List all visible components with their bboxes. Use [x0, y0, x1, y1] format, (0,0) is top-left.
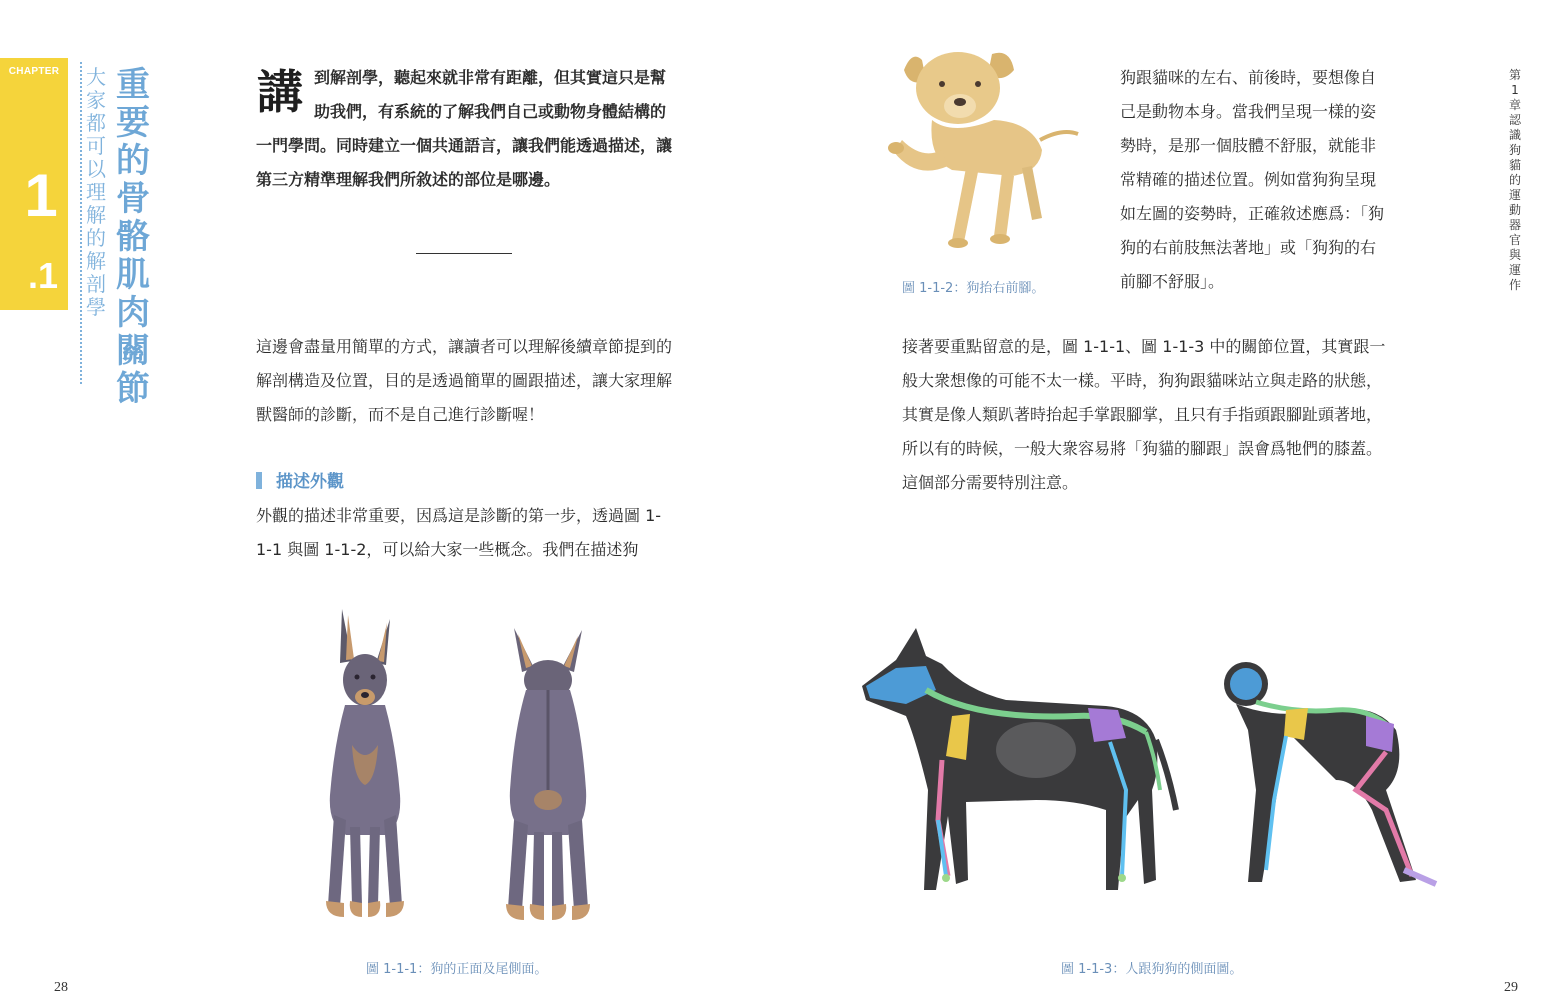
intro-paragraph: 這邊會盡量用簡單的方式，讓讀者可以理解後續章節提到的解剖構造及位置，目的是透過簡單的圖跟描述，讓大家理解獸醫師的診斷，而不是自己進行診斷喔！	[256, 337, 673, 424]
figure-caption-3: 圖 1-1-3：人跟狗狗的側面圖。	[1061, 962, 1243, 977]
section-heading-text: 描述外觀	[276, 472, 344, 492]
page-number-right: 29	[1504, 980, 1518, 995]
chapter-label: CHAPTER	[8, 66, 60, 77]
section-heading	[256, 468, 344, 496]
drop-cap: 講	[257, 65, 303, 119]
heading-marker-icon	[256, 472, 262, 489]
running-head: 第1章 認識狗貓的運動器官與運作	[1508, 68, 1521, 292]
doberman-back-illustration	[478, 620, 618, 925]
joint-paragraph: 接著要重點留意的是，圖 1-1-1、圖 1-1-3 中的關節位置，其實跟一般大衆想像的可能不太一樣。平時，狗狗跟貓咪站立與走路的狀態，其實是像人類趴著時抬起手掌跟腳掌，且只有手指頭跟腳趾頭著地，所以有的時候，一般大衆容易將「狗貓的腳跟」誤會爲牠們的膝蓋。這個部分需要特別注意。	[902, 337, 1386, 492]
chapter-section-number: .1	[28, 255, 59, 296]
page-number-left: 28	[54, 980, 68, 995]
dog-lifting-paw-illustration	[882, 40, 1082, 254]
lead-text: 到解剖學，聽起來就非常有距離，但其實這只是幫助我們，有系統的了解我們自己或動物身體結構的一門學問。同時建立一個共通語言，讓我們能透過描述，讓第三方精準理解我們所敘述的部位是哪邊。	[256, 68, 673, 189]
posture-paragraph: 狗跟貓咪的左右、前後時，要想像自己是動物本身。當我們呈現一樣的姿勢時，是那一個肢體不舒服，就能非常精確的描述位置。例如當狗狗呈現如左圖的姿勢時，正確敘述應爲：「狗狗的右前肢無法著地」或「狗狗的右前腳不舒服」。	[1120, 68, 1385, 291]
figure-caption-1: 圖 1-1-1：狗的正面及尾側面。	[366, 962, 548, 977]
figure-caption-2: 圖 1-1-2：狗抬右前腳。	[902, 281, 1045, 296]
chapter-title: 重要的骨骼肌肉關節	[116, 65, 150, 409]
dog-human-skeleton-illustration	[856, 620, 1456, 905]
title-divider	[80, 62, 82, 384]
section-divider	[416, 253, 512, 254]
chapter-subtitle: 大家都可以理解的解剖學	[86, 65, 106, 319]
appearance-paragraph: 外觀的描述非常重要，因爲這是診斷的第一步，透過圖 1-1-1 與圖 1-1-2，可以給大家一些概念。我們在描述狗	[256, 506, 662, 559]
chapter-number: 1	[24, 162, 58, 229]
lead-paragraph	[256, 61, 676, 197]
doberman-front-illustration	[290, 605, 430, 925]
